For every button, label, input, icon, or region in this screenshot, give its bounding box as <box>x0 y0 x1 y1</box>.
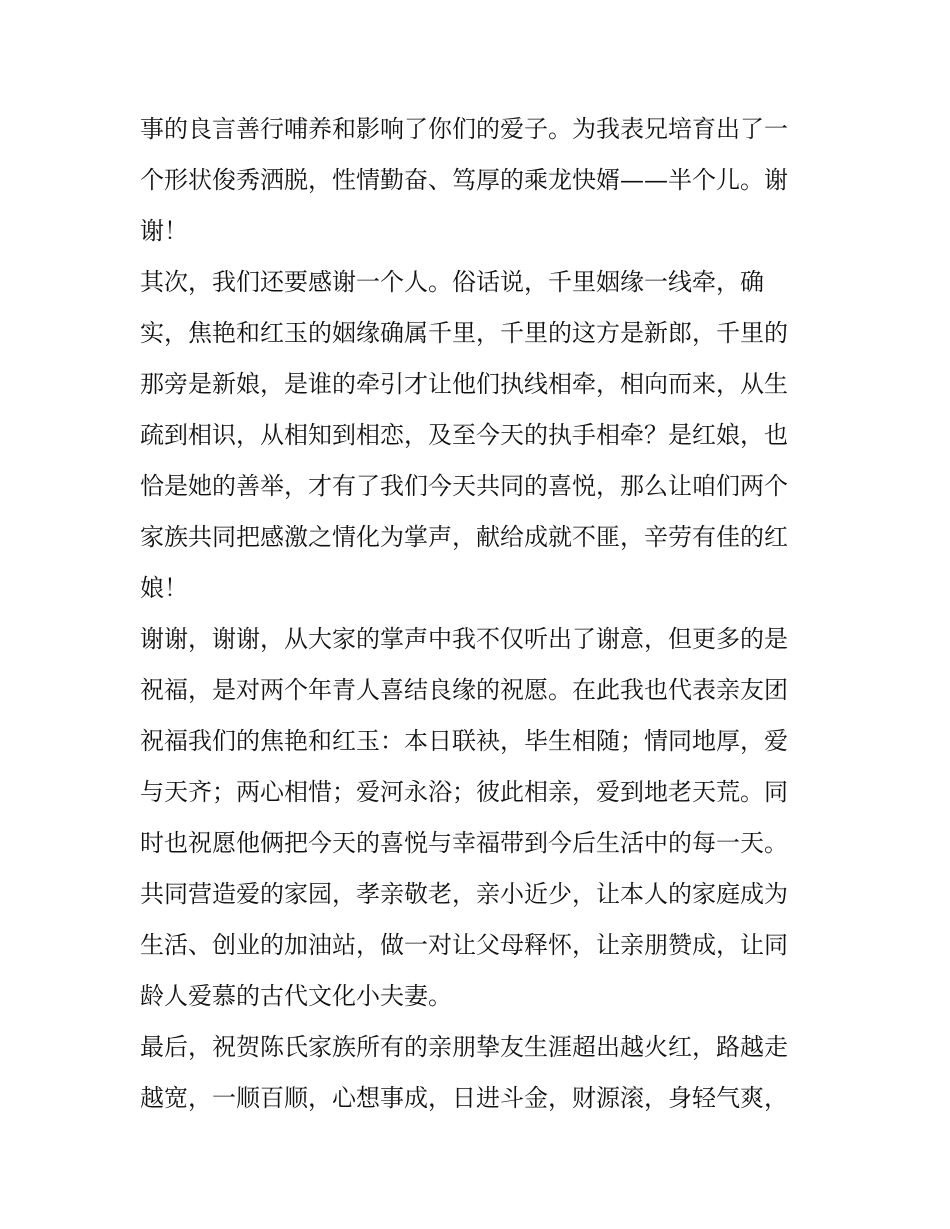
text-line: 谢！ <box>140 217 188 245</box>
text-line: 生活、创业的加油站，做一对让父母释怀，让亲朋赞成，让同 <box>140 931 788 959</box>
text-line: 祝福我们的焦艳和红玉：本日联袂，毕生相随；情同地厚，爱 <box>140 727 788 755</box>
text-line: 祝福，是对两个年青人喜结良缘的祝愿。在此我也代表亲友团 <box>140 676 788 704</box>
document-body <box>140 104 812 1124</box>
text-line: 与天齐；两心相惜；爱河永浴；彼此相亲，爱到地老天荒。同 <box>140 778 788 806</box>
text-line: 最后，祝贺陈氏家族所有的亲朋挚友生涯超出越火红，路越走 <box>140 1033 788 1061</box>
text-line: 疏到相识，从相知到相恋，及至今天的执手相牵？是红娘，也 <box>140 421 788 449</box>
text-line: 越宽，一顺百顺，心想事成，日进斗金，财源滚，身轻气爽， <box>140 1084 788 1112</box>
text-line: 个形状俊秀洒脱，性情勤奋、笃厚的乘龙快婿——半个儿。谢 <box>140 166 788 194</box>
text-line: 家族共同把感激之情化为掌声，献给成就不匪，辛劳有佳的红 <box>140 523 788 551</box>
text-line: 其次，我们还要感谢一个人。俗话说，千里姻缘一线牵，确 <box>140 268 764 296</box>
text-line: 共同营造爱的家园，孝亲敬老，亲小近少，让本人的家庭成为 <box>140 880 788 908</box>
text-line: 恰是她的善举，才有了我们今天共同的喜悦，那么让咱们两个 <box>140 472 788 500</box>
text-line: 事的良言善行哺养和影响了你们的爱子。为我表兄培育出了一 <box>140 115 788 143</box>
text-line: 那旁是新娘，是谁的牵引才让他们执线相牵，相向而来，从生 <box>140 370 788 398</box>
text-line: 谢谢，谢谢，从大家的掌声中我不仅听出了谢意，但更多的是 <box>140 625 788 653</box>
text-line: 时也祝愿他俩把今天的喜悦与幸福带到今后生活中的每一天。 <box>140 829 788 857</box>
text-line: 娘！ <box>140 574 188 602</box>
text-line: 实，焦艳和红玉的姻缘确属千里，千里的这方是新郎，千里的 <box>140 319 788 347</box>
text-line: 龄人爱慕的古代文化小夫妻。 <box>140 982 452 1010</box>
